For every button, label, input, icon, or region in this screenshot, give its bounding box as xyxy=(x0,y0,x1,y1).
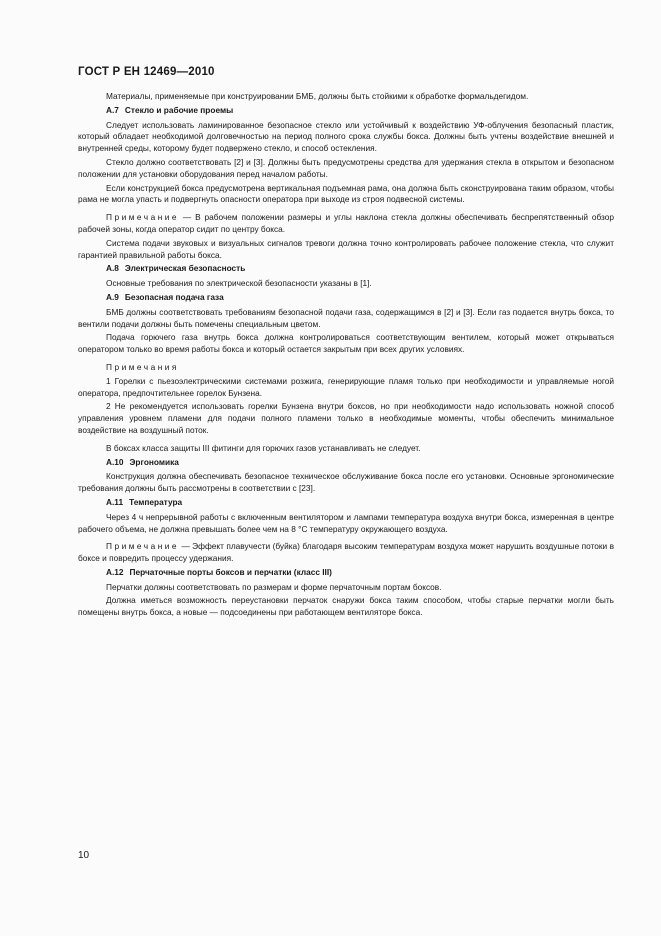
paragraph: Система подачи звуковых и визуальных сигналов тревоги должна точно контролировать рабочее положение стекла, что служит гарантией правильной работы бокса. xyxy=(78,237,614,260)
note xyxy=(78,541,614,565)
paragraph: Конструкция должна обеспечивать безопасное техническое обслуживание бокса после его установки. Основные эргономические требования должны быть рассмотрены в соответствии с [23]. xyxy=(78,471,614,494)
paragraph: Подача горючего газа внутрь бокса должна контролироваться соответствующим вентилем, который может открываться оператором только во время работы бокса и который остается закрытым при всех других условиях. xyxy=(78,332,614,355)
page-number: 10 xyxy=(78,850,90,861)
section-number: А.10 xyxy=(106,456,124,467)
section-heading xyxy=(78,497,614,509)
paragraph: 1 Горелки с пьезоэлектрическими системами розжига, генерирующие пламя только при необходимости и управляемые ногой оператора, предпочтительнее горелок Бунзена. xyxy=(78,375,614,398)
section-heading xyxy=(78,567,614,579)
section-title: Стекло и рабочие проемы xyxy=(124,104,234,115)
paragraph: БМБ должны соответствовать требованиям безопасной подачи газа, содержащимся в [2] и [3]. Если газ подается внутрь бокса, то вентили подачи должны быть помечены специальным цветом. xyxy=(78,306,614,329)
paragraph: Если конструкцией бокса предусмотрена вертикальная подъемная рама, она должна быть сконструирована таким образом, чтобы рама не могла упасть и подвергнуть опасности оператора при выходе из строя подвесной системы. xyxy=(78,182,614,205)
section-number: А.12 xyxy=(106,566,124,577)
section-title: Температура xyxy=(129,496,183,507)
note-label: Примечание xyxy=(106,212,180,223)
paragraph: Основные требования по электрической безопасности указаны в [1]. xyxy=(106,278,372,289)
paragraph: В боксах класса защиты III фитинги для горючих газов устанавливать не следует. xyxy=(106,442,421,453)
document-body xyxy=(78,91,614,621)
section-heading xyxy=(78,292,614,304)
section-heading xyxy=(78,263,614,275)
paragraph: Перчатки должны соответствовать по размерам и форме перчаточным портам боксов. xyxy=(106,581,442,592)
document-header: ГОСТ Р ЕН 12469—2010 xyxy=(78,66,215,78)
section-heading xyxy=(78,105,614,117)
paragraph: Стекло должно соответствовать [2] и [3]. Должны быть предусмотрены средства для удержания стекла в открытом и безопасном положении для установки оборудования перед началом работы. xyxy=(78,156,614,179)
section-number: А.9 xyxy=(106,291,119,302)
paragraph: Следует использовать ламинированное безопасное стекло или устойчивый к воздействию УФ-облучения безопасный пластик, который обладает необходимой долговечностью на период полного срока службы бокса. Должны быть учтены воздействие внешней и внутренней среды, которому будет подвержено стекло, и способ остекления. xyxy=(78,119,614,154)
notes-label xyxy=(78,362,614,374)
section-title: Безопасная подача газа xyxy=(124,291,224,302)
section-title: Перчаточные порты боксов и перчатки (класс III) xyxy=(129,566,332,577)
paragraph: Через 4 ч непрерывной работы с включенным вентилятором и лампами температура воздуха внутри бокса, измеренная в центре рабочего объема, не должна превышать более чем на 8 °С температуру окружающего воздуха. xyxy=(78,511,614,534)
notes-label-text: Примечания xyxy=(106,361,179,372)
paragraph: Должна иметься возможность переустановки перчаток снаружи бокса таким способом, чтобы старые перчатки могли быть помещены внутрь бокса, а новые — подсоединены при работающем вентиляторе бокса. xyxy=(78,595,614,618)
note-label: Примечание xyxy=(106,541,180,552)
paragraph: 2 Не рекомендуется использовать горелки Бунзена внутри боксов, но при необходимости надо использовать ножной способ управления уровнем пламени для подачи полного пламени только в необходимые моменты, чтобы обеспечить минимальное воздействие на воздушный поток. xyxy=(78,401,614,435)
note-text: — Эффект плавучести (буйка) благодаря высоким температурам воздуха может нарушить воздушные потоки в боксе и повредить процессу удержания. xyxy=(78,541,614,564)
note xyxy=(78,212,614,236)
paragraph: Материалы, применяемые при конструировании БМБ, должны быть стойкими к обработке формальдегидом. xyxy=(106,91,529,101)
section-number: А.11 xyxy=(106,496,124,507)
section-title: Эргономика xyxy=(129,456,179,467)
section-number: А.7 xyxy=(106,104,119,115)
note-text: — В рабочем положении размеры и углы наклона стекла должны обеспечивать беспрепятственный обзор рабочей зоны, когда оператор сидит по центру бокса. xyxy=(78,212,614,234)
section-number: А.8 xyxy=(106,263,119,274)
section-heading xyxy=(78,457,614,469)
section-title: Электрическая безопасность xyxy=(124,263,246,274)
